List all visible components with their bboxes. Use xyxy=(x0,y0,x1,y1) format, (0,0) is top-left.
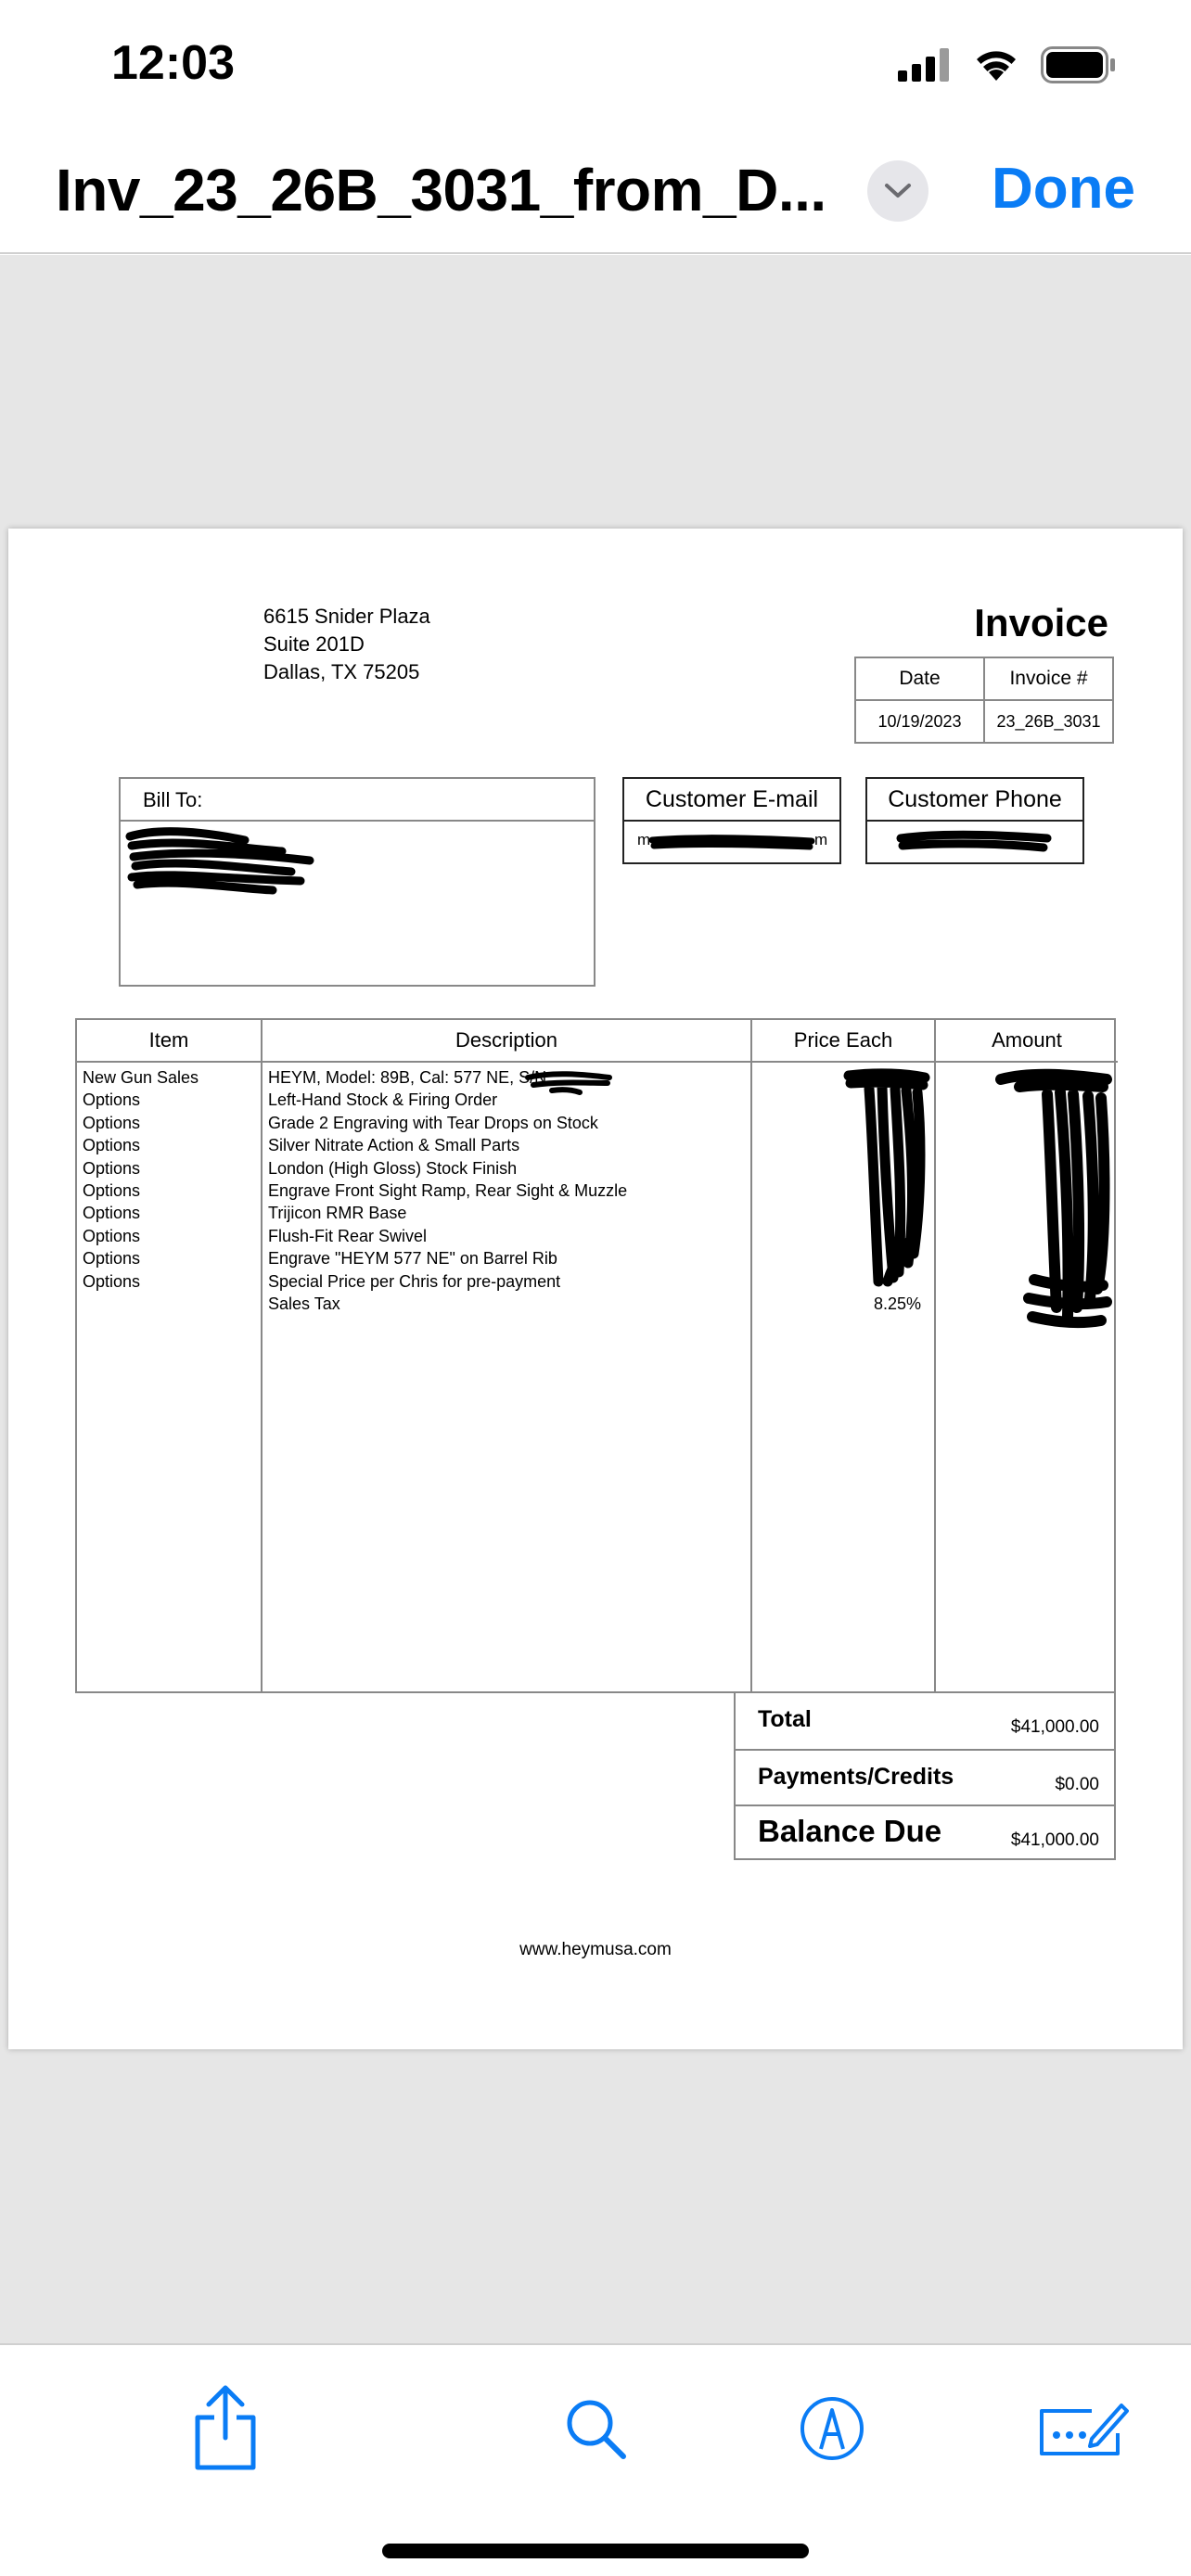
item-cell: Options xyxy=(83,1158,141,1178)
customer-phone-box xyxy=(865,777,1084,864)
description-cell: Special Price per Chris for pre-payment xyxy=(268,1271,561,1291)
title-menu-button[interactable] xyxy=(867,160,928,222)
line-items-table xyxy=(75,1018,1116,1693)
home-indicator xyxy=(382,2544,809,2558)
balance-amount: $41,000.00 xyxy=(1010,1830,1099,1850)
bill-to-label: Bill To: xyxy=(121,779,594,822)
redaction-scribble xyxy=(124,823,319,898)
description-cell: Sales Tax xyxy=(268,1294,340,1314)
customer-email-label: Customer E-mail xyxy=(624,779,839,822)
description-cell: Left-Hand Stock & Firing Order xyxy=(268,1090,498,1110)
item-cell: Options xyxy=(83,1271,141,1291)
amount-column xyxy=(934,1020,1118,1691)
item-cell: New Gun Sales xyxy=(83,1068,199,1087)
item-cell: Options xyxy=(83,1136,141,1155)
bottom-toolbar xyxy=(0,2343,1191,2576)
redaction-scribble xyxy=(841,1068,930,1291)
item-column xyxy=(77,1020,261,1691)
totals-box xyxy=(734,1693,1116,1860)
invoice-number: 23_26B_3031 xyxy=(983,701,1112,742)
search-icon xyxy=(562,2395,629,2462)
total-row xyxy=(736,1693,1114,1749)
document-nav-bar xyxy=(0,130,1191,254)
description-cell: Grade 2 Engraving with Tear Drops on Stock xyxy=(268,1113,598,1132)
price-column-header: Price Each xyxy=(752,1020,934,1063)
description-cell: Trijicon RMR Base xyxy=(268,1204,407,1223)
redaction-scribble xyxy=(648,831,815,853)
battery-icon xyxy=(1041,46,1117,83)
total-label: Total xyxy=(758,1706,812,1732)
item-cell: Options xyxy=(83,1090,141,1110)
description-cell: Engrave Front Sight Ramp, Rear Sight & Muzzle xyxy=(268,1181,628,1201)
payments-row xyxy=(736,1749,1114,1804)
search-button[interactable] xyxy=(544,2382,647,2475)
website-footer: www.heymusa.com xyxy=(519,1940,672,1959)
done-button[interactable]: Done xyxy=(992,157,1135,221)
description-cell: HEYM, Model: 89B, Cal: 577 NE, S/N xyxy=(268,1068,547,1087)
redaction-scribble xyxy=(992,1066,1116,1335)
description-column xyxy=(261,1020,750,1691)
redaction-scribble xyxy=(895,827,1053,857)
address-line: 6615 Snider Plaza xyxy=(263,605,430,628)
item-cell: Options xyxy=(83,1204,141,1223)
invoice-date: 10/19/2023 xyxy=(877,711,962,731)
payments-label: Payments/Credits xyxy=(758,1764,954,1790)
chevron-down-icon xyxy=(883,182,913,200)
balance-label: Balance Due xyxy=(758,1814,942,1848)
amount-column-header: Amount xyxy=(936,1020,1118,1063)
total-amount: $41,000.00 xyxy=(1010,1717,1099,1737)
item-cell: Options xyxy=(83,1181,141,1201)
customer-phone-label: Customer Phone xyxy=(867,779,1082,822)
item-cell: Options xyxy=(83,1113,141,1132)
markup-icon xyxy=(799,2395,865,2462)
item-cell: Options xyxy=(83,1226,141,1245)
share-icon xyxy=(190,2384,261,2473)
email-value-end: m xyxy=(814,831,828,848)
description-cell: Engrave "HEYM 577 NE" on Barrel Rib xyxy=(268,1249,557,1269)
price-column xyxy=(750,1020,934,1691)
description-cell: Silver Nitrate Action & Small Parts xyxy=(268,1136,520,1155)
invoice-title: Invoice xyxy=(974,601,1108,644)
status-time: 12:03 xyxy=(111,36,235,90)
email-value-start: m xyxy=(637,831,651,848)
form-fill-button[interactable] xyxy=(1031,2382,1133,2475)
status-bar xyxy=(0,0,1191,130)
address-line: Dallas, TX 75205 xyxy=(263,660,420,683)
company-address xyxy=(263,603,430,686)
share-button[interactable] xyxy=(174,2382,276,2475)
tax-rate: 8.25% xyxy=(873,1294,921,1313)
payments-amount: $0.00 xyxy=(1055,1775,1099,1794)
cellular-signal-icon xyxy=(898,48,952,82)
customer-email-box xyxy=(622,777,841,864)
bill-to-box xyxy=(119,777,596,987)
balance-row xyxy=(736,1804,1114,1860)
description-cell: London (High Gloss) Stock Finish xyxy=(268,1158,518,1178)
wifi-icon xyxy=(972,47,1020,83)
document-title[interactable]: Inv_23_26B_3031_from_D... xyxy=(56,157,826,223)
invoice-number-label: Invoice # xyxy=(983,658,1112,699)
address-line: Suite 201D xyxy=(263,632,365,656)
markup-button[interactable] xyxy=(781,2382,883,2475)
item-cell: Options xyxy=(83,1249,141,1269)
redaction-scribble xyxy=(524,1068,613,1096)
invoice-page xyxy=(8,529,1183,2049)
item-column-header: Item xyxy=(77,1020,261,1063)
description-cell: Flush-Fit Rear Swivel xyxy=(268,1226,428,1245)
status-icons xyxy=(898,46,1117,83)
description-column-header: Description xyxy=(263,1020,750,1063)
date-invoice-box xyxy=(854,657,1114,744)
form-fill-icon xyxy=(1036,2396,1129,2461)
date-label: Date xyxy=(899,668,941,689)
